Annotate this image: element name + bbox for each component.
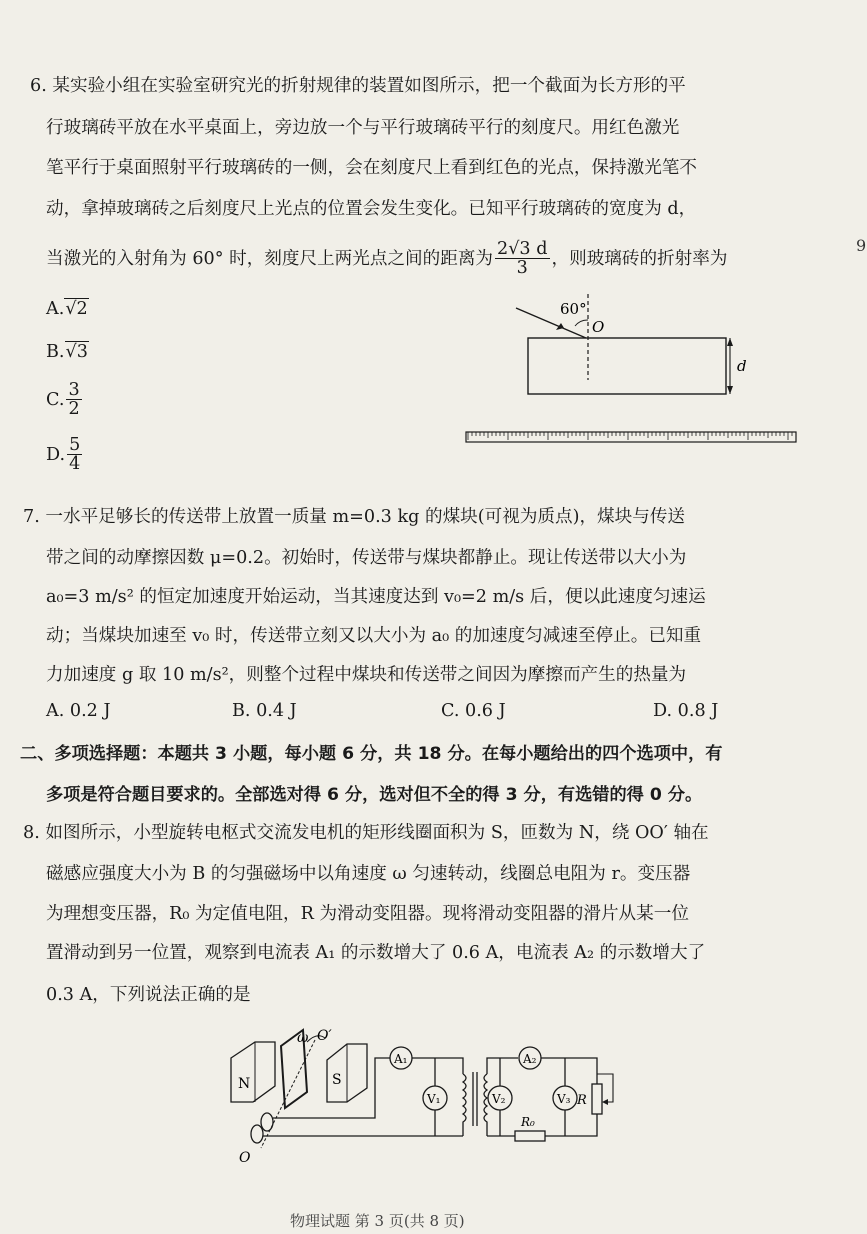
q6-option-c-den: 2 bbox=[68, 399, 80, 420]
q8-line-4: 置滑动到另一位置，观察到电流表 A₁ 的示数增大了 0.6 A，电流表 A₂ 的示数增大了 bbox=[46, 943, 706, 963]
section-2-heading-line-2: 多项是符合题目要求的。全部选对得 6 分，选对但不全的得 3 分，有选错的得 0 分。 bbox=[46, 785, 703, 805]
slip-ring-1 bbox=[261, 1113, 273, 1131]
q6-fraction-denominator: 3 bbox=[516, 258, 528, 279]
q6-line-1: 6. 某实验小组在实验室研究光的折射规律的装置如图所示，把一个截面为长方形的平 bbox=[30, 76, 686, 96]
n-magnet bbox=[231, 1042, 275, 1102]
laser-arrow bbox=[556, 323, 564, 330]
rheostat-r bbox=[592, 1084, 602, 1114]
q6-option-d-label: D. bbox=[46, 444, 66, 465]
section-2-heading-line-1: 二、多项选择题：本题共 3 小题，每小题 6 分，共 18 分。在每小题给出的四个选项中，有 bbox=[20, 744, 723, 764]
q7-option-d[interactable]: D. 0.8 J bbox=[653, 701, 719, 721]
q6-option-b[interactable] bbox=[46, 342, 89, 362]
q6-option-a-label: A. bbox=[46, 299, 65, 319]
q6-line-2: 行玻璃砖平放在水平桌面上，旁边放一个与平行玻璃砖平行的刻度尺。用红色激光 bbox=[46, 118, 680, 138]
q6-option-d-num: 5 bbox=[69, 435, 81, 455]
q6-option-c-fraction bbox=[66, 381, 81, 419]
q6-option-b-value: √3 bbox=[65, 342, 88, 362]
glass-brick bbox=[528, 338, 726, 394]
q7-option-c[interactable]: C. 0.6 J bbox=[441, 701, 506, 721]
voltmeter-v1-label: V₁ bbox=[427, 1092, 441, 1106]
q8-line-5: 0.3 A，下列说法正确的是 bbox=[46, 985, 251, 1005]
q6-option-d-den: 4 bbox=[69, 454, 81, 475]
ruler bbox=[466, 432, 796, 442]
angle-arc bbox=[575, 320, 588, 326]
width-arrow-top bbox=[727, 338, 733, 346]
q6-option-c[interactable] bbox=[46, 381, 84, 419]
q7-line-2: 带之间的动摩擦因数 μ=0.2。初始时，传送带与煤块都静止。现让传送带以大小为 bbox=[46, 548, 687, 568]
transformer-primary bbox=[463, 1074, 466, 1136]
voltmeter-v2-label: V₂ bbox=[492, 1092, 506, 1106]
q6-option-c-num: 3 bbox=[68, 380, 80, 400]
resistor-r0 bbox=[515, 1131, 545, 1141]
resistor-r0-label: R₀ bbox=[521, 1115, 535, 1129]
q6-option-a-value: √2 bbox=[65, 299, 88, 319]
ammeter-a2-label: A₂ bbox=[523, 1052, 537, 1066]
width-arrow-bottom bbox=[727, 386, 733, 394]
q6-option-d-fraction bbox=[67, 436, 82, 474]
q8-line-3: 为理想变压器，R₀ 为定值电阻，R 为滑动变阻器。现将滑动变阻器的滑片从某一位 bbox=[46, 904, 689, 924]
point-o-label: O bbox=[592, 318, 605, 336]
q6-option-b-label: B. bbox=[46, 342, 65, 362]
q8-line-2: 磁感应强度大小为 B 的匀强磁场中以角速度 ω 匀速转动，线圈总电阻为 r。变压器 bbox=[46, 864, 691, 884]
q6-line-4: 动，拿掉玻璃砖之后刻度尺上光点的位置会发生变化。已知平行玻璃砖的宽度为 d， bbox=[46, 199, 697, 219]
page-footer: 物理试题 第 3 页(共 8 页) bbox=[290, 1212, 465, 1230]
o-label: O bbox=[239, 1150, 251, 1166]
q7-line-5: 力加速度 g 取 10 m/s²，则整个过程中煤块和传送带之间因为摩擦而产生的热量为 bbox=[46, 665, 687, 685]
q6-distance-fraction bbox=[495, 240, 549, 278]
ammeter-a1-label: A₁ bbox=[394, 1052, 408, 1066]
margin-mark: 9 bbox=[856, 236, 867, 255]
q8-line-1: 8. 如图所示，小型旋转电枢式交流发电机的矩形线圈面积为 S，匝数为 N，绕 OO′ 轴在 bbox=[23, 823, 709, 843]
q7-option-b[interactable]: B. 0.4 J bbox=[232, 701, 297, 721]
n-pole-label: N bbox=[238, 1076, 251, 1092]
wire-a1-to-transformer bbox=[412, 1058, 463, 1074]
q6-line-5-post: ，则玻璃砖的折射率为 bbox=[551, 248, 728, 269]
s-pole-label: S bbox=[332, 1072, 342, 1088]
wire-secondary-top bbox=[487, 1058, 518, 1074]
width-label: d bbox=[737, 357, 747, 375]
wire-a2-to-r bbox=[541, 1058, 597, 1084]
transformer-secondary bbox=[484, 1074, 487, 1136]
q6-option-c-label: C. bbox=[46, 389, 65, 410]
rheostat-r-label: R bbox=[577, 1093, 587, 1108]
q7-option-a[interactable]: A. 0.2 J bbox=[46, 701, 111, 721]
q7-line-1: 7. 一水平足够长的传送带上放置一质量 m=0.3 kg 的煤块(可视为质点)，煤块与传送 bbox=[23, 507, 686, 527]
o-prime-label: O′ bbox=[317, 1028, 332, 1044]
q6-line-3: 笔平行于桌面照射平行玻璃砖的一侧，会在刻度尺上看到红色的光点，保持激光笔不 bbox=[46, 158, 697, 178]
q6-line-5 bbox=[46, 240, 727, 278]
q7-line-3: a₀=3 m/s² 的恒定加速度开始运动，当其速度达到 v₀=2 m/s 后，便以此速度匀速运 bbox=[46, 587, 706, 607]
q6-option-a[interactable] bbox=[46, 299, 89, 319]
rheostat-slider-arrow bbox=[602, 1099, 608, 1105]
q6-fraction-numerator: 2√3 d bbox=[497, 239, 548, 259]
q6-line-5-pre: 当激光的入射角为 60° 时，刻度尺上两光点之间的距离为 bbox=[46, 248, 494, 269]
angle-label: 60° bbox=[560, 300, 587, 318]
q7-line-4: 动；当煤块加速至 v₀ 时，传送带立刻又以大小为 a₀ 的加速度匀减速至停止。已知重 bbox=[46, 626, 702, 646]
q6-option-d[interactable] bbox=[46, 436, 84, 474]
wire-r0-to-r bbox=[545, 1114, 597, 1136]
q8-circuit-figure bbox=[225, 1022, 635, 1174]
q6-figure bbox=[460, 290, 805, 450]
voltmeter-v3-label: V₃ bbox=[557, 1092, 571, 1106]
slip-ring-2 bbox=[251, 1125, 263, 1143]
omega-label: ω bbox=[297, 1030, 309, 1046]
ruler-ticks bbox=[468, 432, 796, 440]
